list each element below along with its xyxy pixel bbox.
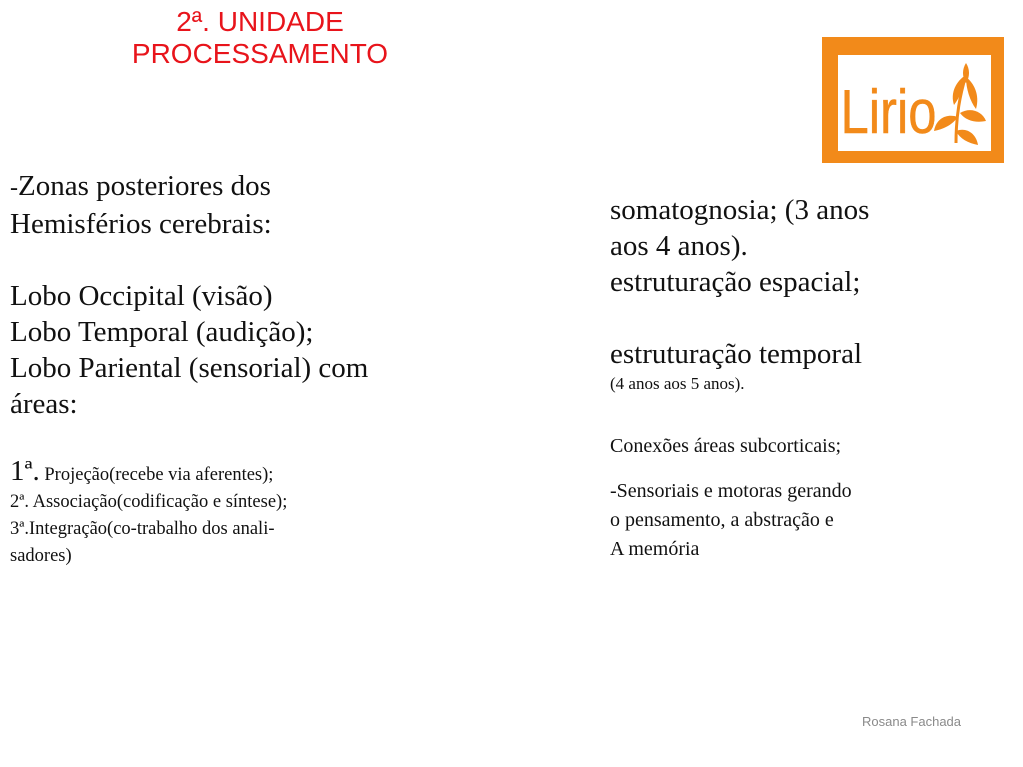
area-item-1	[10, 455, 520, 489]
right-column	[610, 192, 1010, 564]
sensoriais-line-3: A memória	[610, 538, 700, 560]
spacer	[610, 461, 1010, 477]
lobos-block	[10, 278, 520, 422]
sensoriais-line-2: o pensamento, a abstração e	[610, 509, 834, 531]
sensoriais-line-1: -Sensoriais e motoras gerando	[610, 480, 852, 502]
zonas-dash: -	[10, 175, 18, 201]
title-line-2: PROCESSAMENTO	[131, 38, 389, 69]
areas-list	[10, 455, 520, 570]
lobo-occipital: Lobo Occipital (visão)	[10, 280, 273, 312]
zonas-line-1	[10, 168, 520, 206]
spacer	[610, 396, 1010, 432]
slide-title	[40, 6, 480, 70]
sensoriais-block	[610, 477, 1010, 564]
spacer	[10, 422, 520, 458]
estruturacao-temporal: estruturação temporal	[610, 338, 863, 370]
area-item-3: 3ª.Integração(co-trabalho dos anali-	[10, 519, 275, 539]
somato-block	[610, 192, 1010, 300]
lily-flower-icon	[838, 55, 991, 151]
spacer	[610, 300, 1010, 336]
zonas-text-1: Zonas posteriores dos	[18, 170, 271, 202]
spacer	[10, 242, 520, 278]
logo-frame	[838, 55, 991, 151]
footer-author: Rosana Fachada	[862, 714, 962, 729]
logo-text: Lirio	[840, 78, 937, 148]
zonas-line-2: Hemisférios cerebrais:	[10, 208, 272, 240]
left-column	[10, 168, 520, 570]
lobo-parietal: Lobo Pariental (sensorial) com	[10, 352, 369, 384]
somato-line-2: aos 4 anos).	[610, 230, 748, 262]
estruturacao-espacial: estruturação espacial;	[610, 266, 861, 298]
zonas-block	[10, 168, 520, 242]
lirio-logo	[822, 37, 1004, 163]
area-item-1-text: Projeção(recebe via aferentes);	[39, 465, 274, 485]
temporal-age: (4 anos aos 5 anos).	[610, 374, 745, 393]
area-item-3-cont: sadores)	[10, 546, 72, 566]
conexoes: Conexões áreas subcorticais;	[610, 435, 842, 457]
area-item-2: 2ª. Associação(codificação e síntese);	[10, 492, 288, 512]
area-item-1-number: 1ª.	[10, 455, 40, 487]
lobo-temporal: Lobo Temporal (audição);	[10, 316, 314, 348]
title-line-1: 2ª. UNIDADE	[176, 6, 344, 37]
areas-label: áreas:	[10, 388, 78, 420]
somato-line-1: somatognosia; (3 anos	[610, 194, 870, 226]
